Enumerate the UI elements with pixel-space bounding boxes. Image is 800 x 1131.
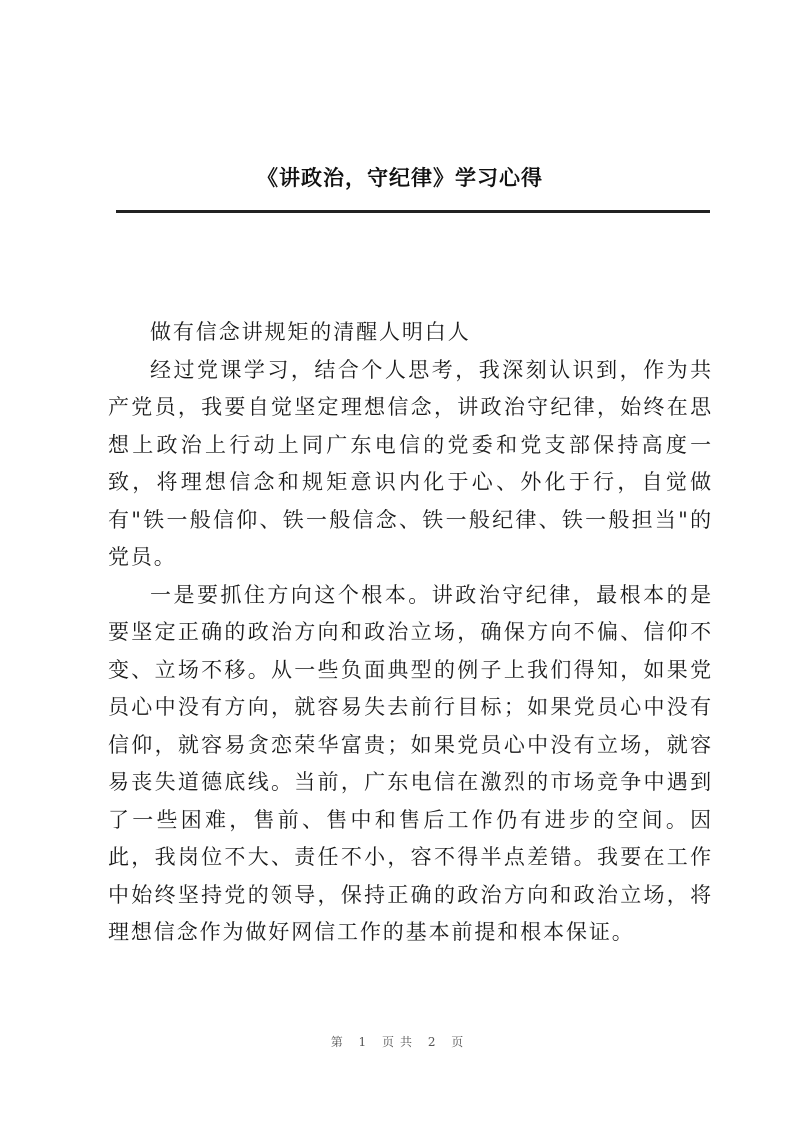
document-body — [108, 314, 713, 952]
paragraph-point-one: 一是要抓住方向这个根本。讲政治守纪律，最根本的是要坚定正确的政治方向和政治立场，确保方向不偏、信仰不变、立场不移。从一些负面典型的例子上我们得知，如果党员心中没有方向，就容易失去前行目标；如果党员心中没有信仰，就容易贪恋荣华富贵；如果党员心中没有立场，就容易丧失道德底线。当前，广东电信在激烈的市场竞争中遇到了一些困难，售前、售中和售后工作仍有进步的空间。因此，我岗位不大、责任不小，容不得半点差错。我要在工作中始终坚持党的领导，保持正确的政治方向和政治立场，将理想信念作为做好网信工作的基本前提和根本保证。 — [108, 582, 713, 944]
page-footer: 第 1 页共 2 页 — [330, 1035, 470, 1049]
paragraph-intro: 经过党课学习，结合个人思考，我深刻认识到，作为共产党员，我要自觉坚定理想信念，讲政治守纪律，始终在思想上政治上行动上同广东电信的党委和党支部保持高度一致，将理想信念和规矩意识内化于心、外化于行，自觉做有"铁一般信仰、铁一般信念、铁一般纪律、铁一般担当"的党员。 — [108, 357, 713, 569]
paragraph-subtitle: 做有信念讲规矩的清醒人明白人 — [150, 320, 471, 344]
document-title: 《讲政治，守纪律》学习心得 — [257, 166, 543, 190]
title-divider — [116, 210, 710, 213]
